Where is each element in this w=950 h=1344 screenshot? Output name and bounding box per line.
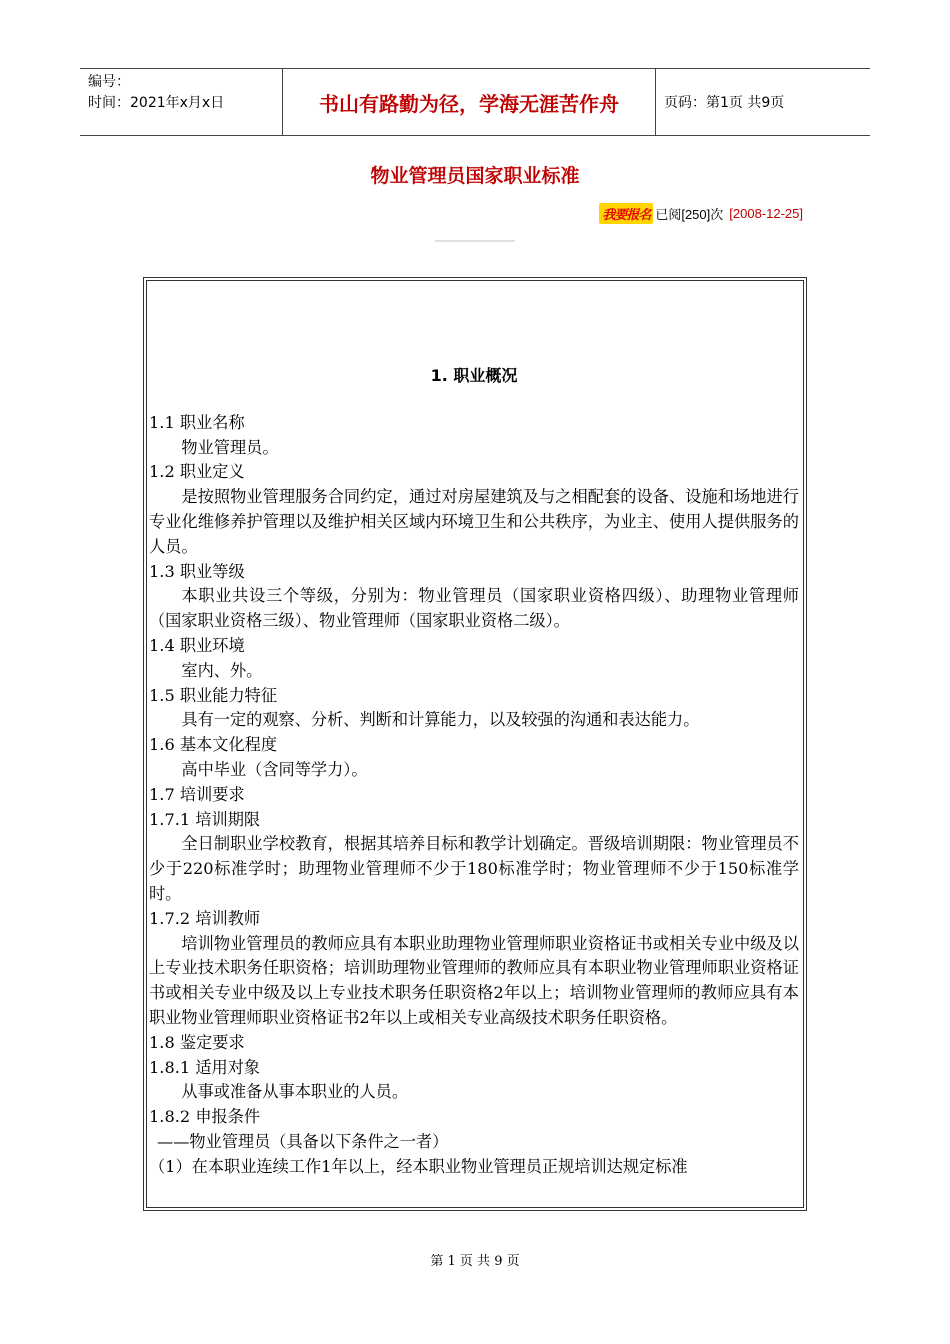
section-heading: 1.7 培训要求 xyxy=(149,784,245,804)
meta-line xyxy=(599,202,803,224)
separator-rule xyxy=(435,240,515,242)
section-heading: 1.4 职业环境 xyxy=(149,635,245,655)
section-heading: 1.3 职业等级 xyxy=(149,561,245,581)
section-heading: 1.8.2 申报条件 xyxy=(149,1107,261,1127)
section-heading: 1.7.2 培训教师 xyxy=(149,908,261,928)
view-count: 已阅[250]次 xyxy=(655,206,724,222)
content-box xyxy=(143,277,807,1211)
page-footer: 第 1 页 共 9 页 xyxy=(430,1254,520,1269)
section-heading: （1）在本职业连续工作1年以上，经本职业物业管理员正规培训达规定标准 xyxy=(149,1156,688,1176)
paragraph: 全日制职业学校教育，根据其培养目标和教学计划确定。晋级培训期限：物业管理员不少于220标准学时；助理物业管理师不少于180标准学时；物业管理师不少于150标准学时。 xyxy=(149,834,799,903)
paragraph: 高中毕业（含同等学力）。 xyxy=(181,759,368,779)
paragraph: 本职业共设三个等级，分别为：物业管理员（国家职业资格四级）、助理物业管理师（国家职业资格三级）、物业管理师（国家职业资格二级）。 xyxy=(149,586,799,631)
section-heading: 1.2 职业定义 xyxy=(149,462,245,482)
paragraph: 具有一定的观察、分析、判断和计算能力，以及较强的沟通和表达能力。 xyxy=(181,710,700,730)
page-code: 页码：第1页 共9页 xyxy=(664,95,785,111)
number-label: 编号： xyxy=(88,74,130,90)
section-heading: 1.6 基本文化程度 xyxy=(149,735,278,755)
paragraph: 培训物业管理员的教师应具有本职业助理物业管理师职业资格证书或相关专业中级及以上专业技术职务任职资格；培训助理物业管理师的教师应具有本职业物业管理师职业资格证书或相关专业中级及以上专业技术职务任职资格2年以上；培训物业管理师的教师应具有本职业物业管理师职业资格证书2年以上或相关专业高级技术职务任职资格。 xyxy=(149,933,799,1027)
paragraph: 是按照物业管理服务合同约定，通过对房屋建筑及与之相配套的设备、设施和场地进行专业化维修养护管理以及维护相关区域内环境卫生和公共秩序，为业主、使用人提供服务的人员。 xyxy=(149,487,799,556)
header-left-cell xyxy=(80,69,282,135)
section-heading: 1.7.1 培训期限 xyxy=(149,809,261,829)
document-title: 物业管理员国家职业标准 xyxy=(370,165,580,187)
paragraph: 物业管理员。 xyxy=(181,437,279,457)
section-heading: 1.8 鉴定要求 xyxy=(149,1032,245,1052)
header-table xyxy=(80,68,870,136)
time-label: 时间：2021年x月x日 xyxy=(88,95,225,111)
motto: 书山有路勤为径，学海无涯苦作舟 xyxy=(282,69,656,135)
list-item: ——物业管理员（具备以下条件之一者） xyxy=(157,1131,449,1151)
publish-date: [2008-12-25] xyxy=(729,205,803,221)
signup-button[interactable]: 我要报名 xyxy=(599,203,653,224)
section-heading: 1.5 职业能力特征 xyxy=(149,685,278,705)
section-heading: 1.8.1 适用对象 xyxy=(149,1057,261,1077)
section-title: 1. 职业概况 xyxy=(430,366,518,385)
paragraph: 室内、外。 xyxy=(181,660,263,680)
content-body xyxy=(149,364,799,1180)
section-heading: 1.1 职业名称 xyxy=(149,412,245,432)
paragraph: 从事或准备从事本职业的人员。 xyxy=(181,1082,409,1102)
